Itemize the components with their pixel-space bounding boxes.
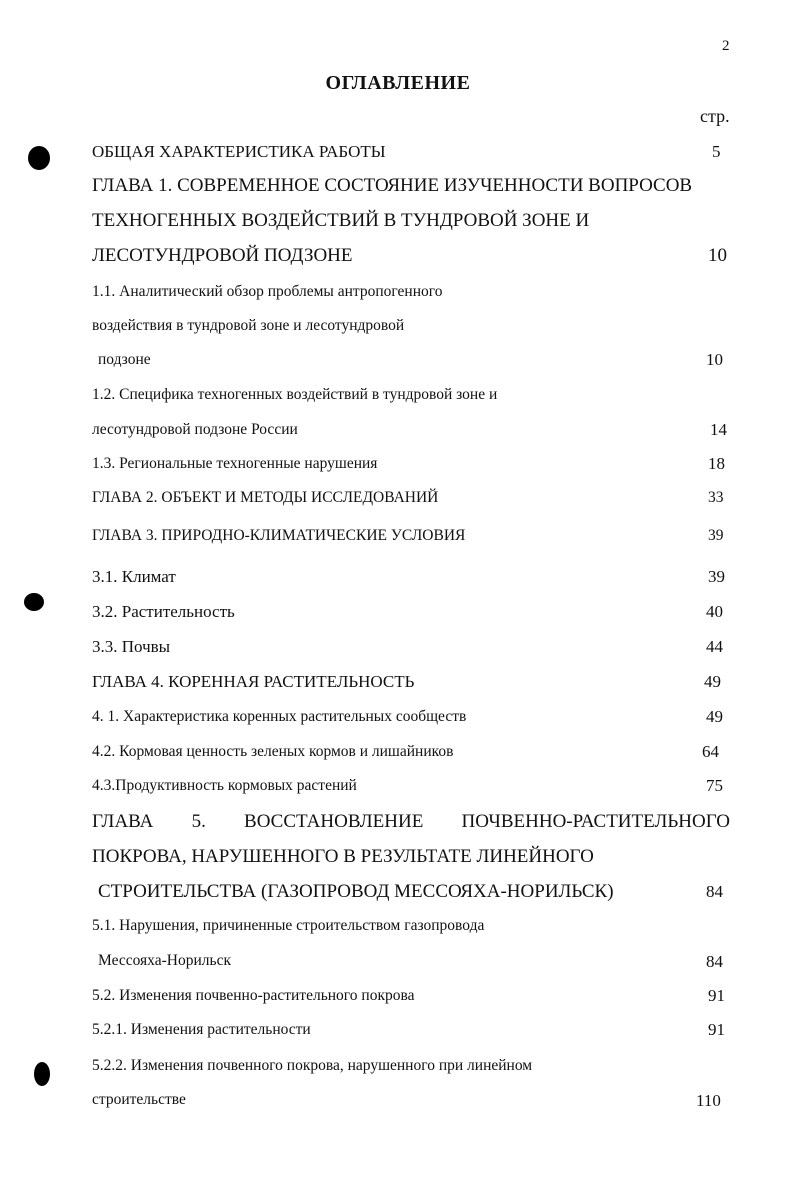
toc-entry: 5.1. Нарушения, причиненные строительством газопровода bbox=[92, 917, 485, 934]
toc-page-number: 39 bbox=[708, 567, 725, 586]
toc-page-number: 10 bbox=[708, 245, 727, 266]
toc-page-number: 5 bbox=[712, 142, 721, 161]
toc-entry: воздействия в тундровой зоне и лесотундровой bbox=[92, 317, 405, 334]
toc-entry: строительстве bbox=[92, 1091, 186, 1108]
toc-page-number: 18 bbox=[708, 454, 725, 473]
toc-entry: 5.2.2. Изменения почвенного покрова, нарушенного при линейном bbox=[92, 1057, 533, 1074]
toc-page-number: 84 bbox=[706, 882, 723, 901]
toc-entry: 1.2. Специфика техногенных воздействий в тундровой зоне и bbox=[92, 386, 498, 403]
toc-entry: ГЛАВА 4. КОРЕННАЯ РАСТИТЕЛЬНОСТЬ bbox=[92, 672, 415, 691]
toc-page-number: 44 bbox=[706, 637, 723, 656]
toc-entry: ПОКРОВА, НАРУШЕННОГО В РЕЗУЛЬТАТЕ ЛИНЕЙНОГО bbox=[92, 846, 594, 867]
toc-entry: подзоне bbox=[98, 351, 151, 368]
toc-entry: ОБЩАЯ ХАРАКТЕРИСТИКА РАБОТЫ bbox=[92, 142, 386, 161]
toc-entry: ТЕХНОГЕННЫХ ВОЗДЕЙСТВИЙ В ТУНДРОВОЙ ЗОНЕ И bbox=[92, 210, 590, 231]
toc-entry: 3.2. Растительность bbox=[92, 602, 235, 621]
page-title: ОГЛАВЛЕНИЕ bbox=[325, 72, 471, 94]
toc-entry: 3.1. Климат bbox=[92, 567, 176, 586]
toc-word: 5. bbox=[191, 811, 206, 832]
toc-entry: СТРОИТЕЛЬСТВА (ГАЗОПРОВОД МЕССОЯХА-НОРИЛЬСК) bbox=[98, 881, 614, 902]
toc-word: ВОССТАНОВЛЕНИЕ bbox=[244, 811, 424, 832]
toc-entry: 4. 1. Характеристика коренных растительных сообществ bbox=[92, 708, 467, 725]
toc-page-number: 64 bbox=[702, 742, 719, 761]
toc-entry: 5.2.1. Изменения растительности bbox=[92, 1021, 311, 1038]
toc-entry: 1.1. Аналитический обзор проблемы антропогенного bbox=[92, 283, 443, 300]
punch-hole-mark bbox=[28, 146, 50, 170]
toc-entry: ГЛАВА 1. СОВРЕМЕННОЕ СОСТОЯНИЕ ИЗУЧЕННОСТИ ВОПРОСОВ bbox=[92, 175, 693, 196]
toc-entry: 1.3. Региональные техногенные нарушения bbox=[92, 455, 378, 472]
toc-page-number: 39 bbox=[708, 527, 724, 544]
toc-page-number: 40 bbox=[706, 602, 723, 621]
toc-page-number: 49 bbox=[704, 672, 721, 691]
toc-entry: 4.2. Кормовая ценность зеленых кормов и лишайников bbox=[92, 743, 454, 760]
page-column-label: стр. bbox=[700, 106, 730, 126]
toc-page-number: 91 bbox=[708, 986, 725, 1005]
toc-word: ПОЧВЕННО-РАСТИТЕЛЬНОГО bbox=[461, 811, 730, 832]
page-number: 2 bbox=[722, 38, 730, 54]
toc-entry: лесотундровой подзоне России bbox=[92, 421, 298, 438]
toc-entry: Мессояха-Норильск bbox=[98, 952, 231, 969]
toc-entry: 3.3. Почвы bbox=[92, 637, 171, 656]
toc-page-number: 10 bbox=[706, 350, 723, 369]
toc-entry: 5.2. Изменения почвенно-растительного покрова bbox=[92, 987, 415, 1004]
toc-entry: ГЛАВА 3. ПРИРОДНО-КЛИМАТИЧЕСКИЕ УСЛОВИЯ bbox=[92, 527, 466, 544]
toc-page-number: 14 bbox=[710, 420, 727, 439]
toc-page-number: 110 bbox=[696, 1091, 721, 1110]
toc-page-number: 91 bbox=[708, 1020, 725, 1039]
toc-page-number: 49 bbox=[706, 707, 723, 726]
toc-page-number: 33 bbox=[708, 489, 724, 506]
toc-entry-justified bbox=[92, 811, 730, 833]
toc-word: ГЛАВА bbox=[92, 811, 154, 832]
toc-page-number: 75 bbox=[706, 776, 723, 795]
punch-hole-mark bbox=[34, 1062, 50, 1086]
punch-hole-mark bbox=[24, 593, 44, 611]
toc-entry: ЛЕСОТУНДРОВОЙ ПОДЗОНЕ bbox=[92, 245, 353, 266]
toc-entry: 4.3.Продуктивность кормовых растений bbox=[92, 777, 357, 794]
toc-page-number: 84 bbox=[706, 952, 723, 971]
toc-entry: ГЛАВА 2. ОБЪЕКТ И МЕТОДЫ ИССЛЕДОВАНИЙ bbox=[92, 489, 439, 506]
